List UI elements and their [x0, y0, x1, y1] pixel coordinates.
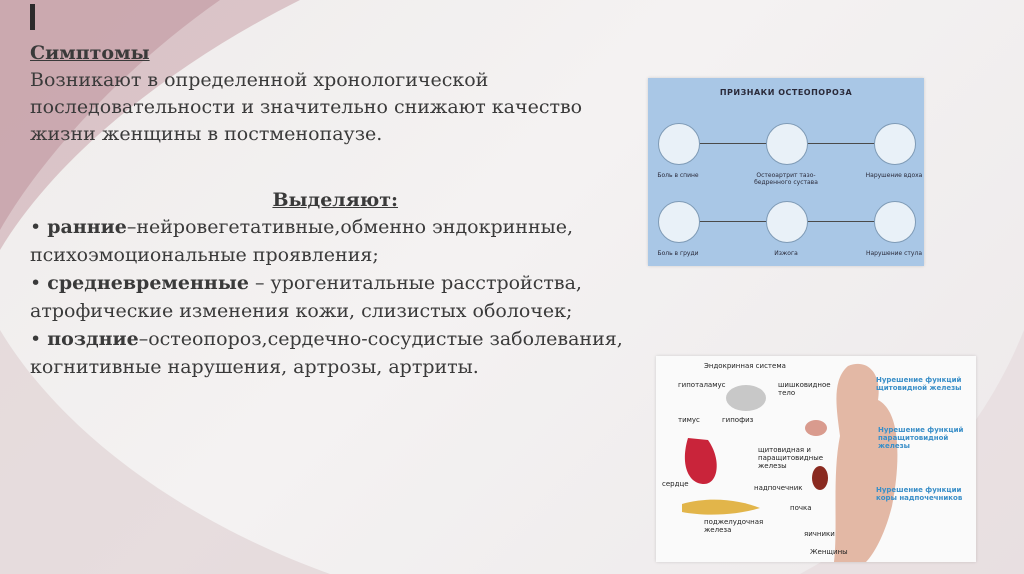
- endo-note: Нурешение функций щитовидной железы: [876, 376, 962, 392]
- endo-label: тимус: [678, 416, 700, 424]
- heartburn-icon: [766, 201, 808, 243]
- endo-label: поджелудочная железа: [704, 518, 764, 534]
- osteo-title: ПРИЗНАКИ ОСТЕОПОРОЗА: [719, 88, 853, 97]
- term-late: поздние: [47, 328, 139, 350]
- endo-label: гипофиз: [722, 416, 754, 424]
- osteo-label: Нарушение стула: [865, 250, 922, 257]
- osteoporosis-image: [648, 78, 924, 266]
- osteo-label: Боль в спине: [657, 172, 699, 179]
- toilet-icon: [874, 201, 916, 243]
- pelvis-icon: [766, 123, 808, 165]
- term-mid: средневременные: [47, 272, 249, 294]
- list-item: • поздние–остеопороз,сердечно-сосудистые заболевания, когнитивные нарушения, артрозы, артриты.: [30, 328, 623, 378]
- osteo-label: Боль в груди: [657, 250, 699, 257]
- endo-label: сердце: [662, 480, 689, 488]
- osteo-label: Нарушение вдоха: [865, 172, 923, 179]
- endo-label: гипоталамус: [678, 381, 726, 389]
- endo-label: яичники: [804, 530, 835, 538]
- endo-label: шишковидное тело: [778, 381, 831, 397]
- back-pain-icon: [658, 123, 700, 165]
- osteo-label: Остеоартрит тазо-бедренного сустава: [754, 172, 818, 186]
- endo-label: надпочечник: [754, 484, 803, 492]
- symptoms-heading: Симптомы: [30, 42, 150, 64]
- endo-label: Женщины: [810, 548, 848, 556]
- accent-bar: [30, 4, 35, 30]
- endo-note: Нурешение функций паращитовидной железы: [878, 426, 964, 450]
- symptoms-intro: Возникают в определенной хронологической последовательности и значительно снижают качество жизни женщины в постменопаузе.: [30, 69, 583, 145]
- osteo-label: Изжога: [774, 250, 798, 257]
- main-text: [30, 40, 630, 381]
- term-early: ранние: [47, 216, 127, 238]
- endo-title: Эндокринная система: [704, 362, 786, 370]
- chest-pain-icon: [658, 201, 700, 243]
- breathing-icon: [874, 123, 916, 165]
- endo-label: почка: [790, 504, 812, 512]
- list-item: • средневременные – урогенитальные расстройства, атрофические изменения кожи, слизистых оболочек;: [30, 272, 582, 322]
- endocrine-image: [656, 356, 976, 562]
- endo-note: Нурешение функции коры надпочечников: [876, 486, 963, 502]
- list-item: • ранние–нейровегетативные,обменно эндокринные, психоэмоциональные проявления;: [30, 216, 574, 266]
- symptom-list: [30, 213, 630, 381]
- endo-label: щитовидная и паращитовидные железы: [758, 446, 824, 470]
- classification-heading: Выделяют:: [272, 189, 398, 211]
